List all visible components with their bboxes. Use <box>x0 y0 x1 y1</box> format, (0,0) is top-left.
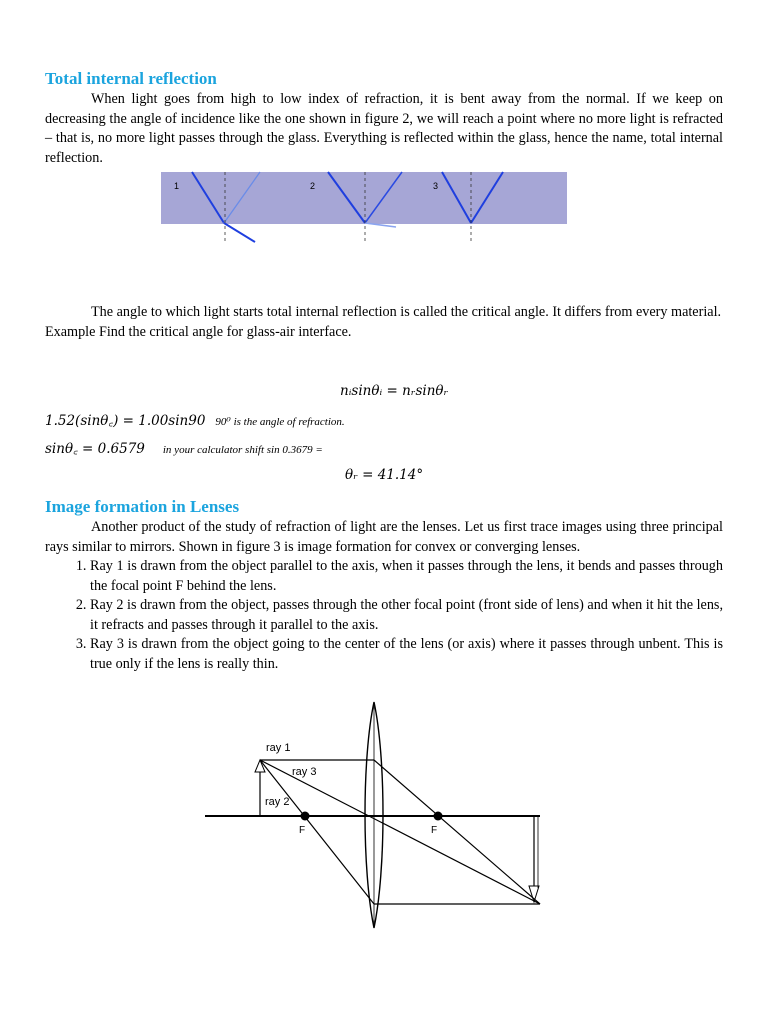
tir-figure <box>160 170 570 246</box>
equation-sine: sinθ꜀ = 0.6579 <box>45 441 145 457</box>
equation-snell: nᵢsinθᵢ = nᵣsinθᵣ <box>340 383 449 399</box>
refracted-ray-1 <box>224 223 255 242</box>
list-item: 3. Ray 3 is drawn from the object going to the center of the lens (or axis) where it passes through unbent. This is true only if the lens is really thin. <box>90 635 723 674</box>
glass-slab <box>161 172 567 224</box>
equation-result: θᵣ = 41.14° <box>345 467 424 483</box>
lens-figure <box>200 698 550 934</box>
principal-rays-list <box>45 557 723 674</box>
figure-label-2: 2 <box>310 181 316 191</box>
section-heading-image-formation: Image formation in Lenses <box>45 497 240 516</box>
equation-sine-note: in your calculator shift sin 0.3679 = <box>162 444 323 456</box>
lens-section <box>45 496 723 674</box>
figure-label-1: 1 <box>174 181 180 191</box>
equation-critical: 1.52(sinθ꜀) = 1.00sin90 <box>45 413 206 429</box>
label-focal-right: F <box>431 825 438 836</box>
figure-label-3: 3 <box>433 181 439 191</box>
equation-sine-row <box>45 439 323 458</box>
label-ray-1: ray 1 <box>266 742 291 754</box>
page-content <box>45 68 723 168</box>
equation-critical-note: 90⁰ is the angle of refraction. <box>215 416 345 428</box>
list-item: 2. Ray 2 is drawn from the object, passes through the other focal point (front side of lens) and when it hit the lens, it refracts and passes through it parallel to the axis. <box>90 596 723 635</box>
paragraph-critical-angle: The angle to which light starts total internal reflection is called the critical angle. It differs from every material. <box>91 304 722 320</box>
equation-critical-row <box>45 411 345 430</box>
paragraph-tir-intro: When light goes from high to low index of refraction, it is bent away from the normal. If we keep on decreasing the angle of incidence like the one shown in figure 2, we will reach a point where no more light is refracted – that is, no more light passes through the glass. Everything is reflected within the glass, hence the name, total internal reflection. <box>45 91 723 166</box>
paragraph-lens-intro: Another product of the study of refraction of light are the lenses. Let us first trace images using three principal rays similar to mirrors. Shown in figure 3 is image formation for convex or converging lenses. <box>45 519 723 555</box>
list-item: 1. Ray 1 is drawn from the object parallel to the axis, when it passes through the lens, it bends and passes through the focal point F behind the lens. <box>90 557 723 596</box>
ray-2-incident <box>260 760 374 904</box>
section-heading-total-internal-reflection: Total internal reflection <box>45 69 217 88</box>
label-ray-3: ray 3 <box>292 766 317 778</box>
label-ray-2: ray 2 <box>265 796 290 808</box>
example-line: Example Find the critical angle for glass-air interface. <box>45 323 352 340</box>
label-focal-left: F <box>299 825 306 836</box>
critical-angle-block <box>45 303 723 342</box>
